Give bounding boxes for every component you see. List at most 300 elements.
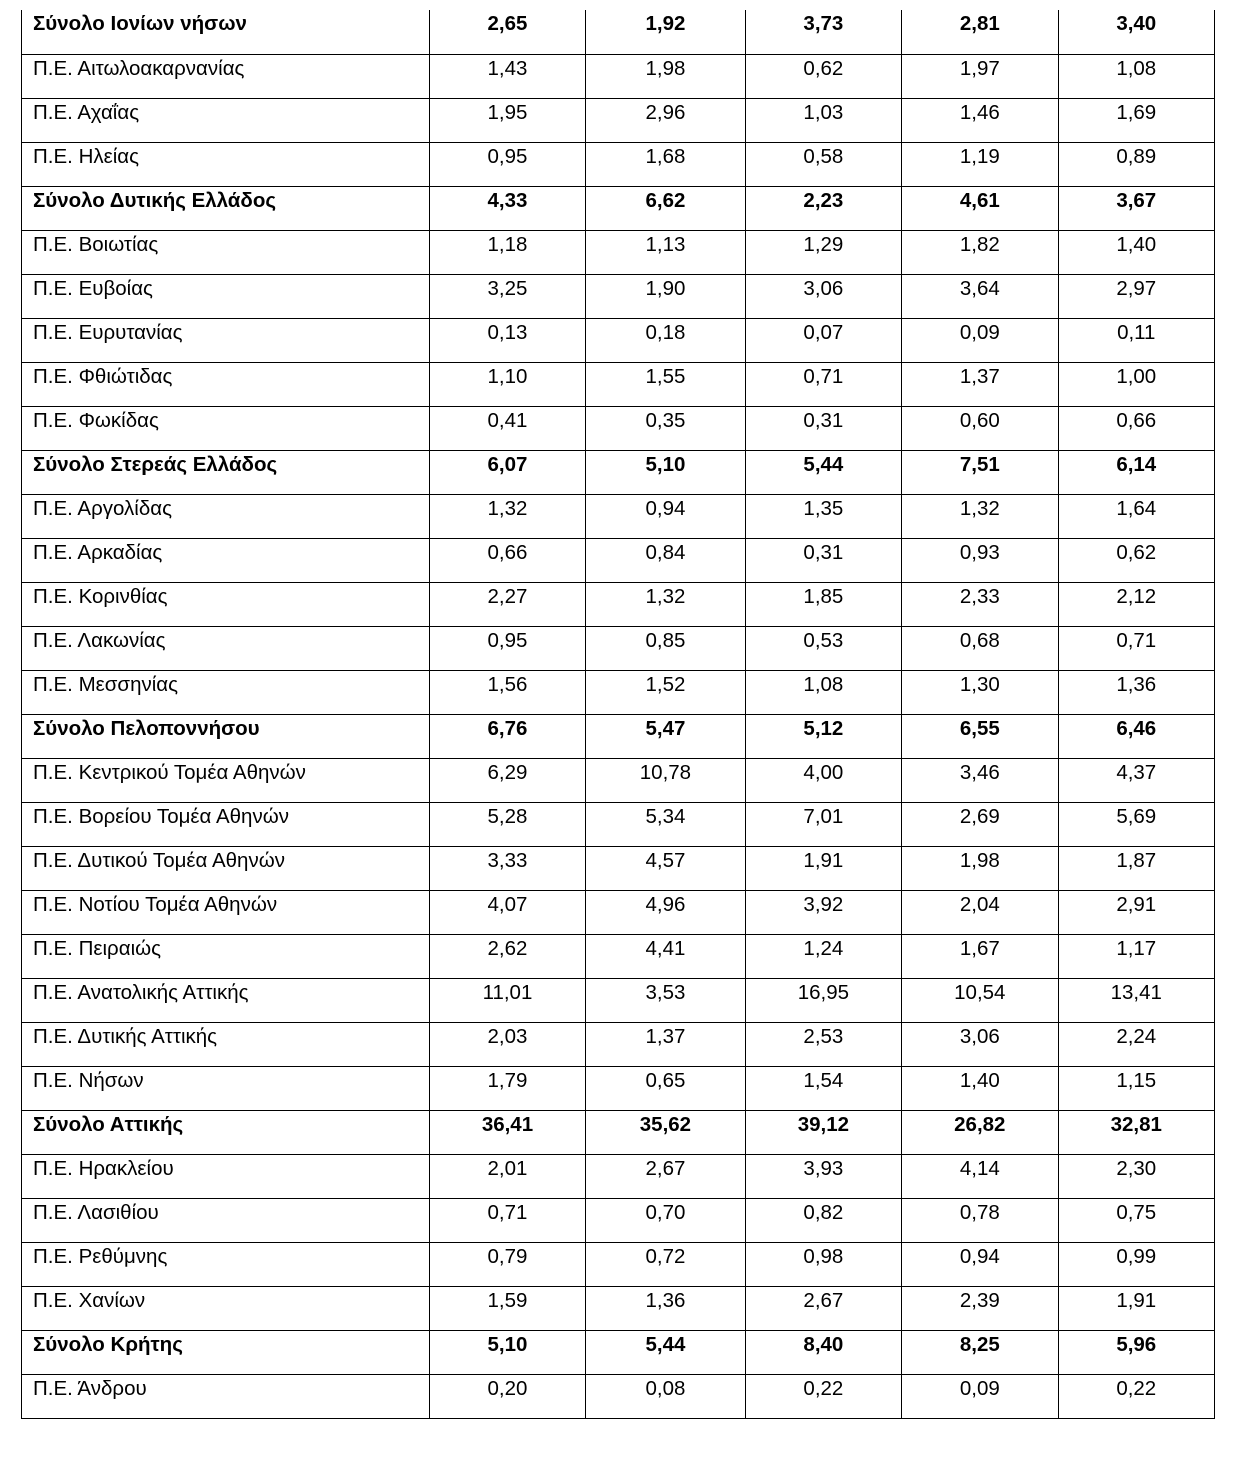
value-2: 4,96 (645, 892, 686, 916)
value-cell (429, 450, 585, 494)
value-5: 3,67 (1116, 188, 1157, 212)
value-cell (745, 1374, 901, 1418)
value-cell (429, 10, 585, 54)
value-1: 0,41 (487, 408, 528, 432)
region-name: Π.Ε. Ηλείας (33, 144, 140, 168)
region-name: Σύνολο Δυτικής Ελλάδος (33, 188, 277, 212)
value-cell (429, 1286, 585, 1330)
region-name-cell (22, 1066, 430, 1110)
table-row (22, 274, 1215, 318)
value-cell (902, 1330, 1058, 1374)
table-row-total (22, 10, 1215, 54)
table-row (22, 582, 1215, 626)
value-cell (586, 1242, 745, 1286)
table-row (22, 318, 1215, 362)
value-5: 0,89 (1116, 144, 1157, 168)
value-cell (745, 538, 901, 582)
value-4: 2,81 (959, 12, 1000, 35)
value-cell (745, 54, 901, 98)
value-2: 0,85 (645, 628, 686, 652)
value-cell (745, 318, 901, 362)
value-3: 2,53 (803, 1024, 844, 1048)
value-3: 3,73 (803, 12, 844, 35)
value-cell (902, 318, 1058, 362)
value-cell (586, 186, 745, 230)
value-cell (429, 54, 585, 98)
region-name: Σύνολο Ιονίων νήσων (33, 12, 247, 35)
region-name-cell (22, 98, 430, 142)
value-4: 8,25 (959, 1332, 1000, 1356)
value-1: 5,10 (487, 1332, 528, 1356)
value-cell (586, 1066, 745, 1110)
value-cell (902, 98, 1058, 142)
region-name-cell (22, 362, 430, 406)
value-2: 1,68 (645, 144, 686, 168)
value-cell (745, 98, 901, 142)
value-5: 1,69 (1116, 100, 1157, 124)
value-3: 0,82 (803, 1200, 844, 1224)
value-3: 1,85 (803, 584, 844, 608)
table-row (22, 1154, 1215, 1198)
value-1: 1,95 (487, 100, 528, 124)
value-cell (429, 714, 585, 758)
value-5: 1,87 (1116, 848, 1157, 872)
value-4: 1,98 (959, 848, 1000, 872)
value-5: 2,30 (1116, 1156, 1157, 1180)
value-5: 0,22 (1116, 1376, 1157, 1400)
value-cell (429, 142, 585, 186)
region-name-cell (22, 538, 430, 582)
value-2: 0,65 (645, 1068, 686, 1092)
value-cell (429, 846, 585, 890)
value-cell (1058, 1198, 1214, 1242)
value-5: 0,11 (1117, 320, 1156, 344)
region-name-cell (22, 450, 430, 494)
value-1: 6,76 (487, 716, 528, 740)
value-5: 2,24 (1116, 1024, 1157, 1048)
table-row (22, 626, 1215, 670)
region-name-cell (22, 802, 430, 846)
value-1: 0,71 (487, 1200, 528, 1224)
value-cell (1058, 186, 1214, 230)
value-2: 1,90 (645, 276, 686, 300)
value-cell (745, 1242, 901, 1286)
value-cell (586, 406, 745, 450)
table-row (22, 934, 1215, 978)
region-name-cell (22, 978, 430, 1022)
value-cell (1058, 1286, 1214, 1330)
value-cell (586, 318, 745, 362)
region-name: Π.Ε. Νοτίου Τομέα Αθηνών (33, 892, 278, 916)
value-1: 1,32 (487, 496, 528, 520)
value-2: 4,41 (645, 936, 686, 960)
value-cell (586, 450, 745, 494)
value-cell (745, 450, 901, 494)
value-4: 7,51 (959, 452, 1000, 476)
value-cell (745, 714, 901, 758)
value-4: 0,93 (959, 540, 1000, 564)
value-cell (902, 274, 1058, 318)
value-3: 1,35 (803, 496, 844, 520)
value-cell (586, 802, 745, 846)
value-cell (586, 230, 745, 274)
value-5: 32,81 (1110, 1112, 1162, 1136)
value-5: 5,69 (1116, 804, 1157, 828)
value-1: 0,20 (487, 1376, 528, 1400)
value-cell (586, 714, 745, 758)
value-1: 1,56 (487, 672, 528, 696)
region-name-cell (22, 1110, 430, 1154)
region-name: Π.Ε. Δυτικού Τομέα Αθηνών (33, 848, 285, 872)
table-row (22, 890, 1215, 934)
value-3: 7,01 (803, 804, 844, 828)
value-4: 2,69 (959, 804, 1000, 828)
value-cell (586, 582, 745, 626)
value-cell (745, 626, 901, 670)
value-2: 6,62 (645, 188, 686, 212)
table-row (22, 1242, 1215, 1286)
region-name-cell (22, 934, 430, 978)
value-cell (745, 230, 901, 274)
region-name: Π.Ε. Ηρακλείου (33, 1156, 174, 1180)
value-cell (902, 142, 1058, 186)
value-cell (586, 494, 745, 538)
value-cell (745, 1330, 901, 1374)
value-cell (902, 846, 1058, 890)
value-cell (902, 626, 1058, 670)
value-cell (745, 406, 901, 450)
region-name: Π.Ε. Αιτωλοακαρνανίας (33, 56, 245, 80)
value-cell (902, 54, 1058, 98)
value-cell (902, 1022, 1058, 1066)
region-name: Π.Ε. Πειραιώς (33, 936, 162, 960)
table-row-total (22, 450, 1215, 494)
value-cell (1058, 362, 1214, 406)
region-name-cell (22, 1330, 430, 1374)
value-cell (1058, 846, 1214, 890)
value-2: 0,70 (645, 1200, 686, 1224)
value-4: 0,09 (959, 320, 1000, 344)
value-cell (586, 142, 745, 186)
value-4: 26,82 (954, 1112, 1006, 1136)
value-cell (429, 1330, 585, 1374)
value-3: 5,44 (803, 452, 844, 476)
value-2: 1,32 (645, 584, 686, 608)
value-cell (902, 714, 1058, 758)
value-4: 4,61 (959, 188, 1000, 212)
value-1: 1,79 (487, 1068, 528, 1092)
value-cell (1058, 1022, 1214, 1066)
region-name: Π.Ε. Χανίων (33, 1288, 146, 1312)
table-row-total (22, 186, 1215, 230)
region-name: Π.Ε. Λακωνίας (33, 628, 166, 652)
value-3: 5,12 (803, 716, 844, 740)
value-1: 4,07 (487, 892, 528, 916)
value-4: 1,82 (959, 232, 1000, 256)
value-cell (745, 1286, 901, 1330)
value-cell (1058, 54, 1214, 98)
value-cell (1058, 714, 1214, 758)
value-3: 1,54 (803, 1068, 844, 1092)
value-cell (1058, 1110, 1214, 1154)
value-2: 5,34 (645, 804, 686, 828)
value-cell (902, 1242, 1058, 1286)
value-2: 5,44 (645, 1332, 686, 1356)
region-name: Σύνολο Στερεάς Ελλάδος (33, 452, 278, 476)
region-name: Π.Ε. Νήσων (33, 1068, 144, 1092)
value-5: 0,66 (1116, 408, 1157, 432)
region-name-cell (22, 670, 430, 714)
value-1: 6,29 (487, 760, 528, 784)
value-2: 5,10 (645, 452, 686, 476)
value-3: 0,31 (803, 540, 844, 564)
value-cell (1058, 406, 1214, 450)
value-cell (902, 230, 1058, 274)
value-cell (745, 186, 901, 230)
value-cell (586, 362, 745, 406)
value-1: 0,13 (487, 320, 528, 344)
value-3: 2,23 (803, 188, 844, 212)
value-3: 3,93 (803, 1156, 844, 1180)
value-cell (745, 362, 901, 406)
value-cell (902, 802, 1058, 846)
value-cell (902, 1154, 1058, 1198)
value-cell (429, 802, 585, 846)
value-4: 2,33 (959, 584, 1000, 608)
value-cell (429, 318, 585, 362)
value-2: 0,35 (645, 408, 686, 432)
value-cell (745, 1066, 901, 1110)
value-cell (902, 1066, 1058, 1110)
value-5: 4,37 (1116, 760, 1157, 784)
value-cell (902, 1286, 1058, 1330)
value-4: 10,54 (954, 980, 1006, 1004)
value-1: 0,95 (487, 144, 528, 168)
table-row (22, 98, 1215, 142)
value-1: 2,03 (487, 1024, 528, 1048)
value-cell (429, 406, 585, 450)
value-3: 4,00 (803, 760, 844, 784)
region-name: Σύνολο Αττικής (33, 1112, 184, 1136)
value-1: 2,65 (487, 12, 528, 35)
value-1: 5,28 (487, 804, 528, 828)
value-cell (586, 890, 745, 934)
value-cell (1058, 450, 1214, 494)
value-cell (745, 846, 901, 890)
value-cell (586, 538, 745, 582)
value-2: 0,72 (645, 1244, 686, 1268)
value-cell (429, 1198, 585, 1242)
region-name: Π.Ε. Ευβοίας (33, 276, 153, 300)
value-2: 2,67 (645, 1156, 686, 1180)
region-name-cell (22, 10, 430, 54)
value-5: 2,97 (1116, 276, 1157, 300)
value-3: 0,53 (803, 628, 844, 652)
region-name: Π.Ε. Αργολίδας (33, 496, 172, 520)
value-cell (586, 1286, 745, 1330)
value-2: 1,55 (645, 364, 686, 388)
value-4: 1,32 (959, 496, 1000, 520)
table-row (22, 1286, 1215, 1330)
table-row (22, 494, 1215, 538)
table-row (22, 846, 1215, 890)
value-cell (1058, 978, 1214, 1022)
value-cell (902, 934, 1058, 978)
value-2: 1,98 (645, 56, 686, 80)
value-4: 1,37 (959, 364, 1000, 388)
value-cell (586, 846, 745, 890)
region-name: Π.Ε. Ανατολικής Αττικής (33, 980, 249, 1004)
table-row (22, 978, 1215, 1022)
value-5: 3,40 (1116, 12, 1157, 35)
value-3: 1,08 (803, 672, 844, 696)
value-cell (1058, 582, 1214, 626)
value-2: 0,18 (645, 320, 686, 344)
value-cell (1058, 142, 1214, 186)
value-cell (429, 230, 585, 274)
value-cell (1058, 626, 1214, 670)
value-4: 1,30 (959, 672, 1000, 696)
value-cell (1058, 230, 1214, 274)
region-name: Π.Ε. Ρεθύμνης (33, 1244, 168, 1268)
value-3: 0,22 (803, 1376, 844, 1400)
value-cell (429, 362, 585, 406)
value-cell (1058, 1330, 1214, 1374)
value-5: 6,46 (1116, 716, 1157, 740)
value-cell (1058, 934, 1214, 978)
table-row-total (22, 714, 1215, 758)
region-name-cell (22, 1154, 430, 1198)
value-cell (1058, 274, 1214, 318)
value-1: 0,95 (487, 628, 528, 652)
value-cell (1058, 538, 1214, 582)
value-4: 4,14 (959, 1156, 1000, 1180)
region-name-cell (22, 1022, 430, 1066)
value-cell (745, 978, 901, 1022)
value-2: 2,96 (645, 100, 686, 124)
value-cell (429, 582, 585, 626)
table-row-total (22, 1330, 1215, 1374)
value-3: 3,92 (803, 892, 844, 916)
value-4: 2,04 (959, 892, 1000, 916)
value-cell (586, 1022, 745, 1066)
region-name-cell (22, 274, 430, 318)
value-3: 1,29 (803, 232, 844, 256)
value-1: 0,79 (487, 1244, 528, 1268)
table-row (22, 538, 1215, 582)
value-2: 4,57 (645, 848, 686, 872)
value-cell (902, 582, 1058, 626)
region-name-cell (22, 714, 430, 758)
region-name-cell (22, 230, 430, 274)
region-name: Π.Ε. Φθιώτιδας (33, 364, 173, 388)
value-1: 3,33 (487, 848, 528, 872)
value-cell (586, 978, 745, 1022)
value-cell (1058, 1242, 1214, 1286)
value-3: 0,62 (803, 56, 844, 80)
region-name: Π.Ε. Ευρυτανίας (33, 320, 183, 344)
value-5: 0,62 (1116, 540, 1157, 564)
value-cell (1058, 494, 1214, 538)
region-name-cell (22, 626, 430, 670)
value-cell (586, 54, 745, 98)
table-row (22, 1022, 1215, 1066)
value-4: 3,46 (959, 760, 1000, 784)
region-name: Π.Ε. Βοιωτίας (33, 232, 159, 256)
table-row (22, 54, 1215, 98)
region-name-cell (22, 890, 430, 934)
value-4: 0,09 (959, 1376, 1000, 1400)
value-4: 1,46 (959, 100, 1000, 124)
table-row (22, 1198, 1215, 1242)
value-cell (429, 494, 585, 538)
region-name-cell (22, 1286, 430, 1330)
region-name-cell (22, 582, 430, 626)
value-3: 39,12 (797, 1112, 850, 1136)
value-cell (586, 758, 745, 802)
table-body (22, 10, 1215, 1418)
value-cell (1058, 1154, 1214, 1198)
value-2: 1,36 (645, 1288, 686, 1312)
value-cell (586, 934, 745, 978)
region-name: Π.Ε. Αχαΐας (33, 100, 140, 124)
region-name-cell (22, 54, 430, 98)
value-cell (745, 934, 901, 978)
value-3: 1,24 (803, 936, 844, 960)
table-row (22, 362, 1215, 406)
value-cell (902, 670, 1058, 714)
value-cell (745, 582, 901, 626)
value-3: 0,98 (803, 1244, 844, 1268)
value-4: 1,97 (959, 56, 1000, 80)
value-cell (745, 1110, 901, 1154)
value-cell (745, 802, 901, 846)
value-cell (1058, 318, 1214, 362)
region-name: Π.Ε. Δυτικής Αττικής (33, 1024, 218, 1048)
region-name: Π.Ε. Κεντρικού Τομέα Αθηνών (33, 760, 306, 784)
value-1: 36,41 (481, 1112, 534, 1136)
value-1: 1,59 (487, 1288, 528, 1312)
value-cell (1058, 670, 1214, 714)
table-row (22, 670, 1215, 714)
value-1: 1,43 (487, 56, 528, 80)
value-cell (745, 1154, 901, 1198)
value-cell (586, 1154, 745, 1198)
value-5: 6,14 (1116, 452, 1157, 476)
value-5: 1,91 (1116, 1288, 1157, 1312)
value-5: 0,99 (1116, 1244, 1157, 1268)
value-cell (1058, 98, 1214, 142)
value-cell (745, 670, 901, 714)
value-cell (902, 1374, 1058, 1418)
value-cell (429, 1374, 585, 1418)
value-2: 10,78 (639, 760, 692, 784)
value-5: 1,00 (1116, 364, 1157, 388)
value-2: 3,53 (645, 980, 686, 1004)
value-cell (429, 1066, 585, 1110)
value-2: 1,13 (645, 232, 686, 256)
region-name-cell (22, 758, 430, 802)
value-cell (745, 10, 901, 54)
value-cell (429, 538, 585, 582)
value-cell (429, 1242, 585, 1286)
value-cell (586, 1374, 745, 1418)
value-cell (429, 186, 585, 230)
value-1: 2,01 (487, 1156, 528, 1180)
value-cell (429, 98, 585, 142)
value-5: 1,08 (1116, 56, 1157, 80)
value-4: 3,06 (959, 1024, 1000, 1048)
